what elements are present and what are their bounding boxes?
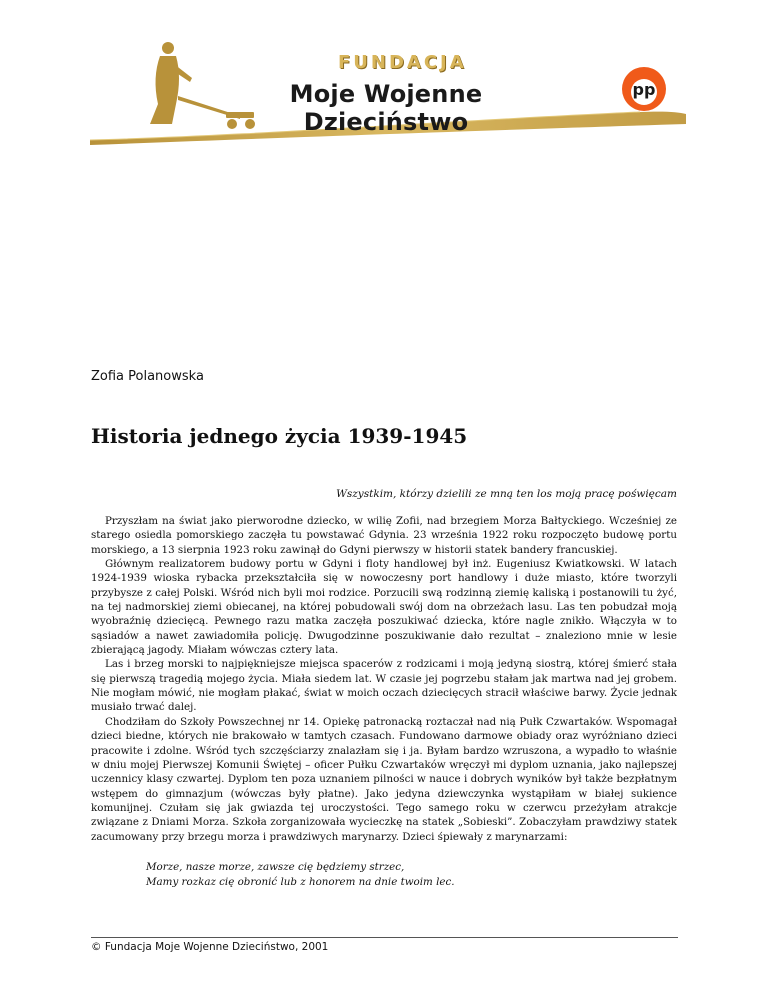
pp-logo-icon: [621, 66, 667, 112]
paragraph: Głównym realizatorem budowy portu w Gdyni i floty handlowej był inż. Eugeniusz Kwiatkowski. W latach 1924-1939 wioska rybacka przekształciła się w nowoczesny port handlowy i duże miasto, które tworzyli przybysze z całej Polski. Wśród nich byli moi rodzice. Porzucili swą rodzinną ziemię kaliską i postanowili tu żyć, na tej nadmorskiej ziemi obiecanej, na której pobudowali swój dom na obrzeżach lasu. Las ten pobudzał moją wyobraźnię dziecięcą. Pewnego razu matka zaczęła poszukiwać dziecka, które nagle znikło. Włączyła w to sąsiadów a nawet zawiadomiła policję. Dwugodzinne poszukiwanie dało rezultat – znaleziono mnie w lesie zbierającą jagody. Miałam wówczas cztery lata.: [91, 558, 677, 657]
pp-logo-text: pp: [632, 80, 656, 99]
poem-line: Mamy rozkaz cię obronić lub z honorem na dnie twoim lec.: [146, 875, 455, 888]
footer-divider: [91, 937, 678, 938]
header-banner: [0, 0, 768, 145]
foundation-label: FUNDACJA: [338, 52, 467, 73]
author-name: Zofia Polanowska: [91, 369, 204, 384]
paragraph: Przyszłam na świat jako pierworodne dziecko, w wilię Zofii, nad brzegiem Morza Bałtyckiego. Wcześniej ze starego osiedla pomorskiego zaczęła tu powstawać Gdynia. 23 września 1922 roku rozpoczęto budowę portu morskiego, a 13 sierpnia 1923 roku zawinął do Gdyni pierwszy w historii statek bandery francuskiej.: [91, 515, 677, 556]
document-title: Historia jednego życia 1939-1945: [91, 424, 468, 448]
paragraph: Chodziłam do Szkoły Powszechnej nr 14. Opiekę patronacką roztaczał nad nią Pułk Czwartaków. Wspomagał dzieci biedne, których nie brakowało w tamtych czasach. Fundowano darmowe obiady oraz wyróżniano dzieci pracowite i zdolne. Wśród tych szczęściarzy znalazłam się i ja. Byłam bardzo wzruszona, a wypadło to właśnie w dniu mojej Pierwszej Komunii Świętej – oficer Pułku Czwartaków wręczył mi dyplom uznania, jako najlepszej uczennicy klasy czwartej. Dyplom ten poza uznaniem pilności w nauce i dobrych wyników był także bezpłatnym wstępem do gimnazjum (wówczas były płatne). Jako jedyna dziewczynka wystąpiłam w białej sukience komunijnej. Czułam się jak gwiazda tej uroczystości. Tego samego roku w czerwcu przeżyłam atrakcje związane z Dniami Morza. Szkoła zorganizowała wycieczkę na statek „Sobieski”. Zobaczyłam prawdziwy statek zacumowany przy brzegu morza i prawdziwych marynarzy. Dzieci śpiewały z marynarzami:: [91, 715, 677, 843]
poem-line: Morze, nasze morze, zawsze cię będziemy strzec,: [146, 861, 405, 873]
document-body: [91, 514, 677, 844]
foundation-name: Moje Wojenne Dzieciństwo: [289, 80, 483, 136]
footer-copyright: © Fundacja Moje Wojenne Dzieciństwo, 2001: [91, 941, 329, 953]
poem-quote: [146, 860, 455, 889]
paragraph: Las i brzeg morski to najpiękniejsze miejsca spacerów z rodzicami i moją jedyną siostrą, której śmierć stała się pierwszą tragedią mojego życia. Miała siedem lat. W czasie jej pogrzebu stałam jak martwa nad jej grobem. Nie mogłam mówić, nie mogłam płakać, świat w moich oczach dziecięcych stracił właściwe barwy. Życie jednak musiało trwać dalej.: [91, 658, 677, 714]
dedication: Wszystkim, którzy dzielili ze mną ten los moją pracę poświęcam: [336, 488, 677, 500]
